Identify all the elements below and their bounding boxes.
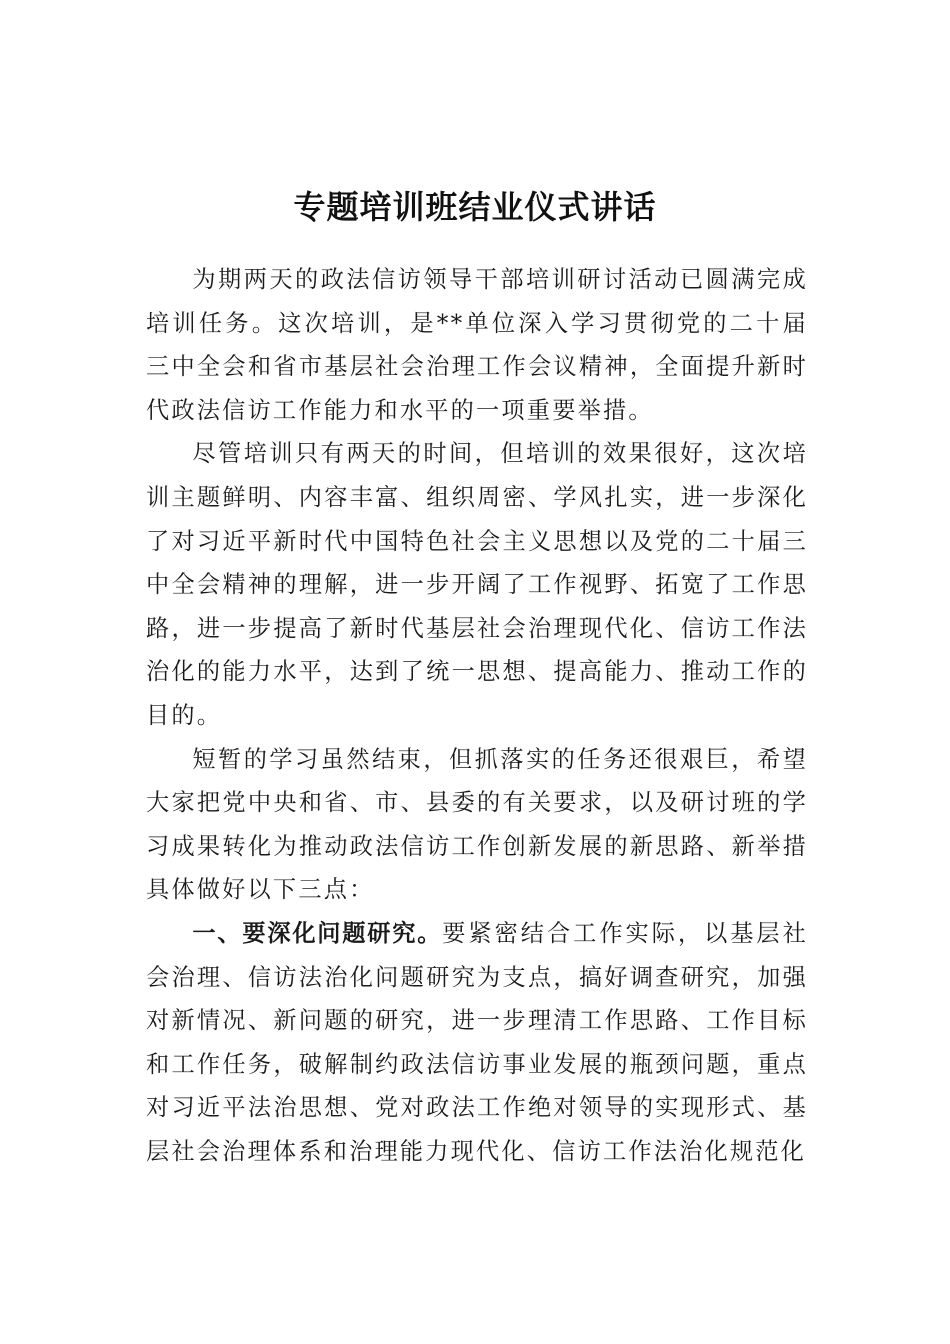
paragraph-training-effect: 尽管培训只有两天的时间，但培训的效果很好，这次培训主题鲜明、内容丰富、组织周密、学风扎实，进一步深化了对习近平新时代中国特色社会主义思想以及党的二十届三中全会精神的理解，进一步开阔了工作视野、拓宽了工作思路，进一步提高了新时代基层社会治理现代化、信访工作法治化的能力水平，达到了统一思想、提高能力、推动工作的目的。 (146, 440, 808, 729)
document-body (146, 258, 808, 1173)
paragraph-point-one (146, 912, 808, 1174)
point-one-text: 要紧密结合工作实际，以基层社会治理、信访法治化问题研究为支点，搞好调查研究，加强对新情况、新问题的研究，进一步理清工作思路、工作目标和工作任务，破解制约政法信访事业发展的瓶颈问题，重点对习近平法治思想、党对政法工作绝对领导的实现形式、基层社会治理体系和治理能力现代化、信访工作法治化规范化 (146, 919, 808, 1165)
point-one-heading: 一、要深化问题研究。 (192, 919, 443, 947)
paragraph-expectations: 短暂的学习虽然结束，但抓落实的任务还很艰巨，希望大家把党中央和省、市、县委的有关要求，以及研讨班的学习成果转化为推动政法信访工作创新发展的新思路、新举措具体做好以下三点： (146, 745, 808, 904)
paragraph-intro: 为期两天的政法信访领导干部培训研讨活动已圆满完成培训任务。这次培训，是**单位深入学习贯彻党的二十届三中全会和省市基层社会治理工作会议精神，全面提升新时代政法信访工作能力和水平的一项重要举措。 (146, 266, 808, 424)
document-title: 专题培训班结业仪式讲话 (293, 188, 657, 227)
